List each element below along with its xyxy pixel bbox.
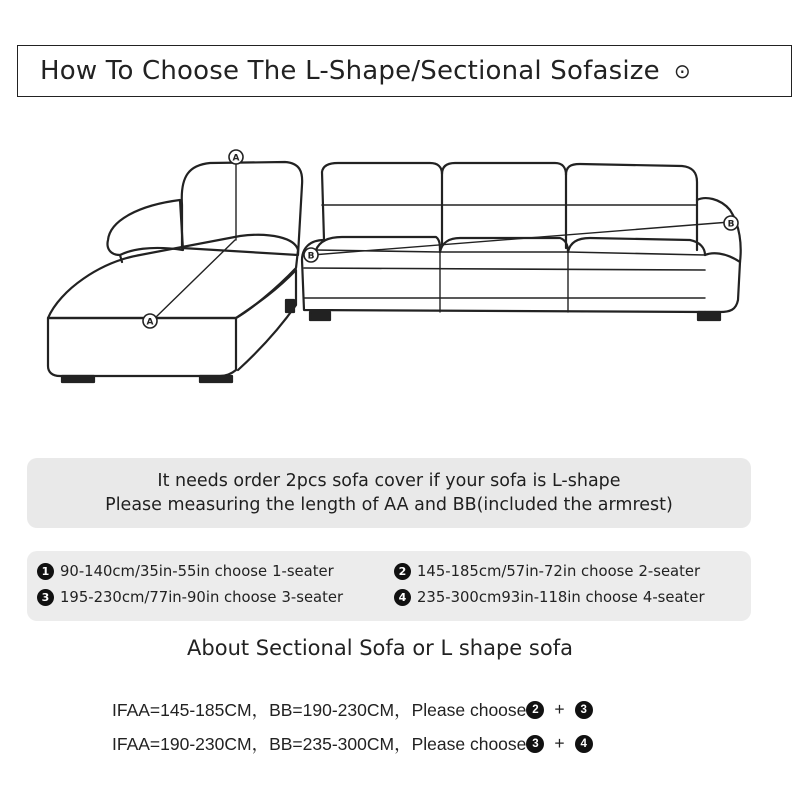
rule-line-2 (112, 731, 593, 756)
label-b-left: B (307, 251, 315, 262)
page-title: How To Choose The L-Shape/Sectional Sofasize (40, 56, 660, 86)
about-heading: About Sectional Sofa or L shape sofa (187, 636, 573, 660)
label-a-bottom: A (146, 317, 154, 328)
note-line-1: It needs order 2pcs sofa cover if your sofa is L-shape (157, 471, 621, 491)
note-line-2: Please measuring the length of AA and BB(included the armrest) (105, 495, 673, 515)
rule-line-1 (112, 697, 593, 722)
label-b-right: B (727, 219, 735, 230)
size-range: 145-185cm/57in-72in choose (417, 563, 634, 580)
target-circle-icon: ⊙ (673, 59, 691, 83)
number-4-badge: 4 (394, 589, 411, 606)
number-1-badge: 1 (37, 563, 54, 580)
size-range: 235-300cm93in-118in choose (417, 589, 638, 606)
size-guide (27, 551, 751, 621)
size-item-4 (394, 589, 705, 606)
number-3-badge: 3 (575, 701, 593, 719)
size-item-3 (37, 589, 343, 606)
size-item-1 (37, 563, 334, 580)
label-a-top: A (232, 153, 240, 164)
size-range: 195-230cm/77in-90in choose (60, 589, 277, 606)
number-2-badge: 2 (394, 563, 411, 580)
plus-sign: + (554, 699, 565, 719)
sofa-section (302, 163, 741, 320)
plus-sign: + (554, 733, 565, 753)
rule-text: IFAA=145-185CM，BB=190-230CM，Please choose (112, 700, 527, 720)
instruction-note (27, 458, 751, 528)
seater-label: 1-seater (272, 563, 334, 580)
seater-label: 4-seater (642, 589, 705, 606)
sofa-diagram (0, 130, 800, 400)
size-item-2 (394, 563, 700, 580)
number-2-badge: 2 (526, 701, 544, 719)
number-4-badge: 4 (575, 735, 593, 753)
rule-text: IFAA=190-230CM，BB=235-300CM，Please choose (112, 734, 527, 754)
seater-label: 3-seater (281, 589, 344, 606)
chaise-section (48, 162, 302, 382)
seater-label: 2-seater (638, 563, 701, 580)
title-box (17, 45, 792, 97)
number-3-badge: 3 (526, 735, 544, 753)
number-3-badge: 3 (37, 589, 54, 606)
size-range: 90-140cm/35in-55in choose (60, 563, 268, 580)
